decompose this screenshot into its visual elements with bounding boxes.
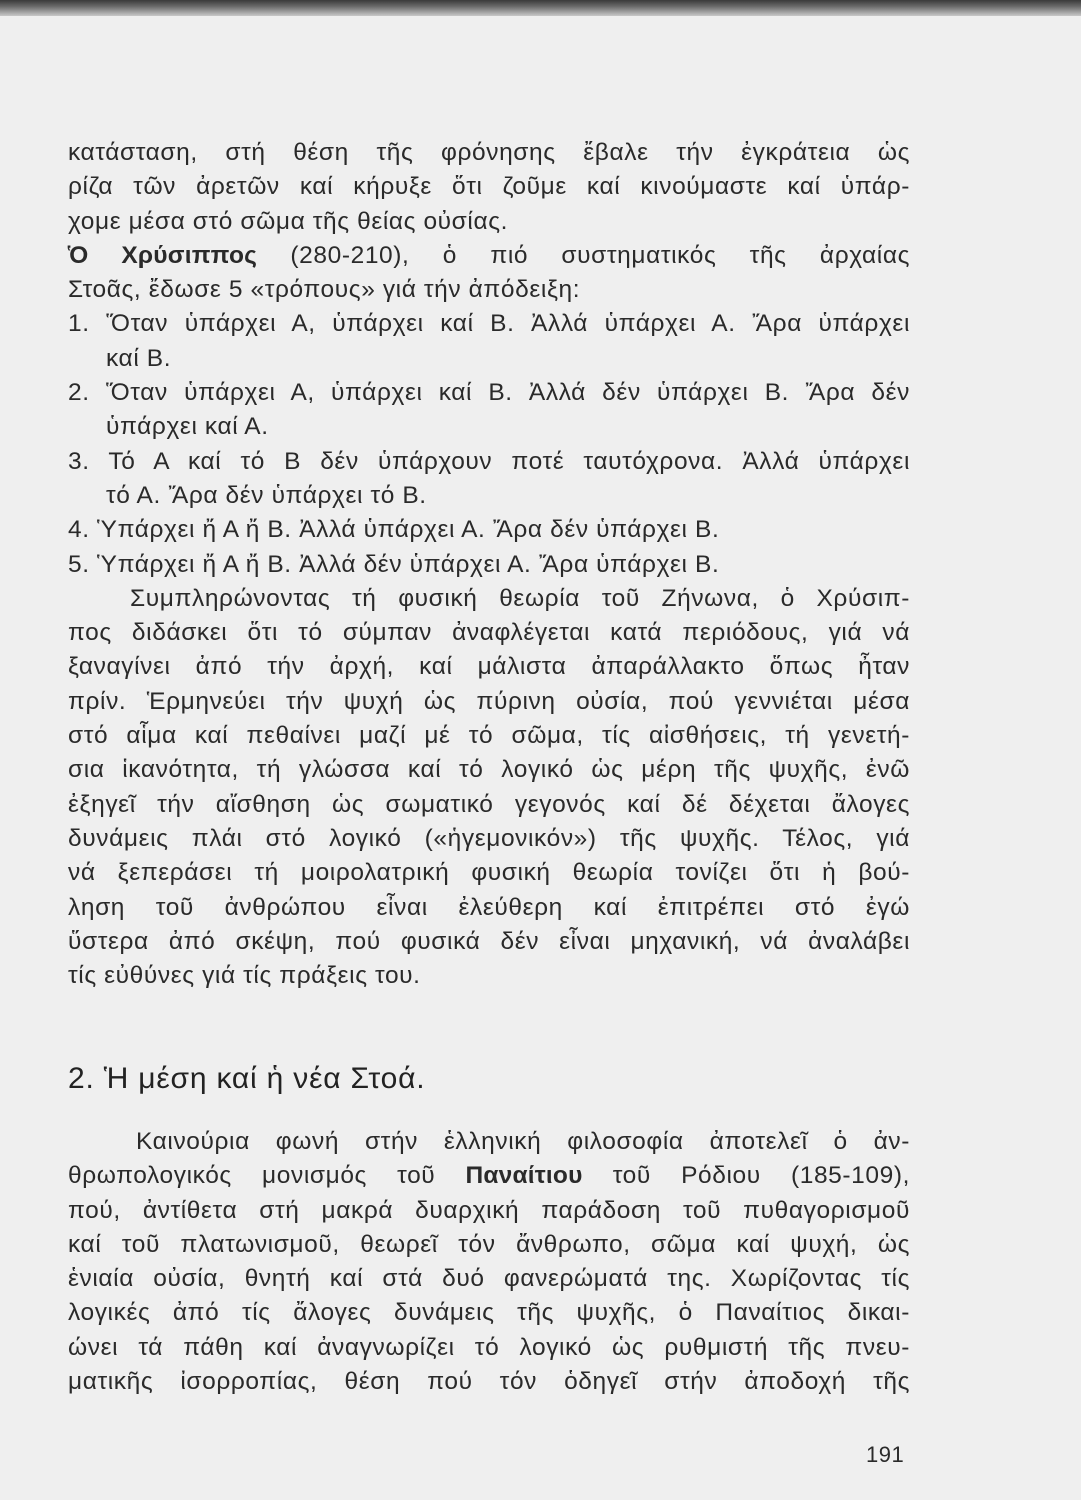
mode-item: 5. Ὑπάρχει ἤ Α ἤ Β. Ἀλλά δέν ὑπάρχει Α. Ἄρα ὑπάρχει Β. xyxy=(68,550,720,578)
text-line: ἑνιαία οὐσία, θνητή καί στά δυό φανερώματά της. Χωρίζοντας τίς xyxy=(68,1265,910,1293)
text-line: ματικῆς ἰσορροπίας, θέση πού τόν ὁδηγεῖ στήν ἀποδοχή τῆς xyxy=(68,1368,910,1396)
scan-edge xyxy=(0,0,1081,16)
text-line: πος διδάσκει ὅτι τό σύμπαν ἀναφλέγεται κατά περιόδους, γιά νά xyxy=(68,619,910,647)
page-number: 191 xyxy=(866,1442,905,1467)
text-line: ρίζα τῶν ἀρετῶν καί κήρυξε ὅτι ζοῦμε καί κινούμαστε καί ὑπάρ- xyxy=(68,173,910,201)
chrysippus-line xyxy=(68,239,910,273)
mode-item: 2. Ὅταν ὑπάρχει Α, ὑπάρχει καί Β. Ἀλλά δέν ὑπάρχει Β. Ἄρα δέν xyxy=(68,379,910,407)
text-line: ὕστερα ἀπό σκέψη, πού φυσικά δέν εἶναι μηχανική, νά ἀναλάβει xyxy=(68,927,910,955)
panaetius-name: Παναίτιου xyxy=(465,1162,583,1190)
text-fragment: θρωπολογικός μονισμός τοῦ xyxy=(68,1162,466,1190)
mode-item: 3. Τό Α καί τό Β δέν ὑπάρχουν ποτέ ταυτόχρονα. Ἀλλά ὑπάρχει xyxy=(68,447,910,475)
chrysippus-rest: (280-210), ὁ πιό συστηματικός τῆς ἀρχαίας xyxy=(257,241,911,269)
text-line: λογικές ἀπό τίς ἄλογες δυνάμεις τῆς ψυχῆς, ὁ Παναίτιος δικαι- xyxy=(68,1299,910,1327)
text-line: ἐξηγεῖ τήν αἴσθηση ὡς σωματικό γεγονός καί δέ δέχεται ἄλογες xyxy=(68,790,910,818)
text-line: νά ξεπεράσει τή μοιρολατρική φυσική θεωρία τονίζει ὅτι ἡ βού- xyxy=(68,859,910,887)
chrysippus-name: Ὁ Χρύσιππος xyxy=(68,241,258,269)
text-line: πού, ἀντίθετα στή μακρά δυαρχική παράδοση τοῦ πυθαγορισμοῦ xyxy=(68,1196,910,1224)
text-line: ώνει τά πάθη καί ἀναγνωρίζει τό λογικό ὡς ρυθμιστή τῆς πνευ- xyxy=(68,1333,910,1361)
section-text xyxy=(68,1125,910,1399)
text-line: Καινούρια φωνή στήν ἑλληνική φιλοσοφία ἀποτελεῖ ὁ ἀν- xyxy=(136,1128,910,1155)
mode-item: 1. Ὅταν ὑπάρχει Α, ὑπάρχει καί Β. Ἀλλά ὑπάρχει Α. Ἄρα ὑπάρχει xyxy=(68,310,910,338)
panaetius-line xyxy=(68,1159,910,1193)
mode-item-cont: καί Β. xyxy=(106,344,172,372)
mode-item-cont: τό Α. Ἄρα δέν ὑπάρχει τό Β. xyxy=(106,481,427,509)
text-line: δυνάμεις πλάι στό λογικό («ἡγεμονικόν») τῆς ψυχῆς. Τέλος, γιά xyxy=(68,824,910,852)
text-line: σια ἱκανότητα, τή γλώσσα καί τό λογικό ὡς μέρη τῆς ψυχῆς, ἐνῶ xyxy=(68,756,910,784)
mode-item-cont: ὑπάρχει καί Α. xyxy=(106,413,269,441)
text-line: κατάσταση, στή θέση τῆς φρόνησης ἔβαλε τήν ἐγκράτεια ὡς xyxy=(68,139,910,166)
text-line: ξαναγίνει ἀπό τήν ἀρχή, καί μάλιστα ἀπαράλλακτο ὅπως ἦταν xyxy=(68,653,910,681)
text-line: τίς εὐθύνες γιά τίς πράξεις του. xyxy=(68,962,421,990)
text-line: Συμπληρώνοντας τή φυσική θεωρία τοῦ Ζήνωνα, ὁ Χρύσιπ- xyxy=(130,584,910,612)
text-line: ληση τοῦ ἀνθρώπου εἶναι ἐλεύθερη καί ἐπιτρέπει στό ἐγώ xyxy=(68,893,910,921)
text-line: στό αἷμα καί πεθαίνει μαζί μέ τό σῶμα, τίς αἰσθήσεις, τή γενετή- xyxy=(68,722,910,750)
section-heading: 2. Ἡ μέση καί ἡ νέα Στοά. xyxy=(68,1062,426,1095)
text-line: πρίν. Ἑρμηνεύει τήν ψυχή ὡς πύρινη οὐσία, πού γεννιέται μέσα xyxy=(68,687,910,715)
mode-item: 4. Ὑπάρχει ἤ Α ἤ Β. Ἀλλά ὑπάρχει Α. Ἄρα δέν ὑπάρχει Β. xyxy=(68,516,720,544)
text-line: Στοᾶς, ἔδωσε 5 «τρόπους» γιά τήν ἀπόδειξη: xyxy=(68,276,581,304)
body-text xyxy=(68,136,910,993)
text-line: καί τοῦ πλατωνισμοῦ, θεωρεῖ τόν ἄνθρωπο, σῶμα καί ψυχή, ὡς xyxy=(68,1230,910,1258)
text-line: χομε μέσα στό σῶμα τῆς θείας οὐσίας. xyxy=(68,207,509,235)
text-fragment: τοῦ Ρόδιου (185-109), xyxy=(582,1162,910,1190)
